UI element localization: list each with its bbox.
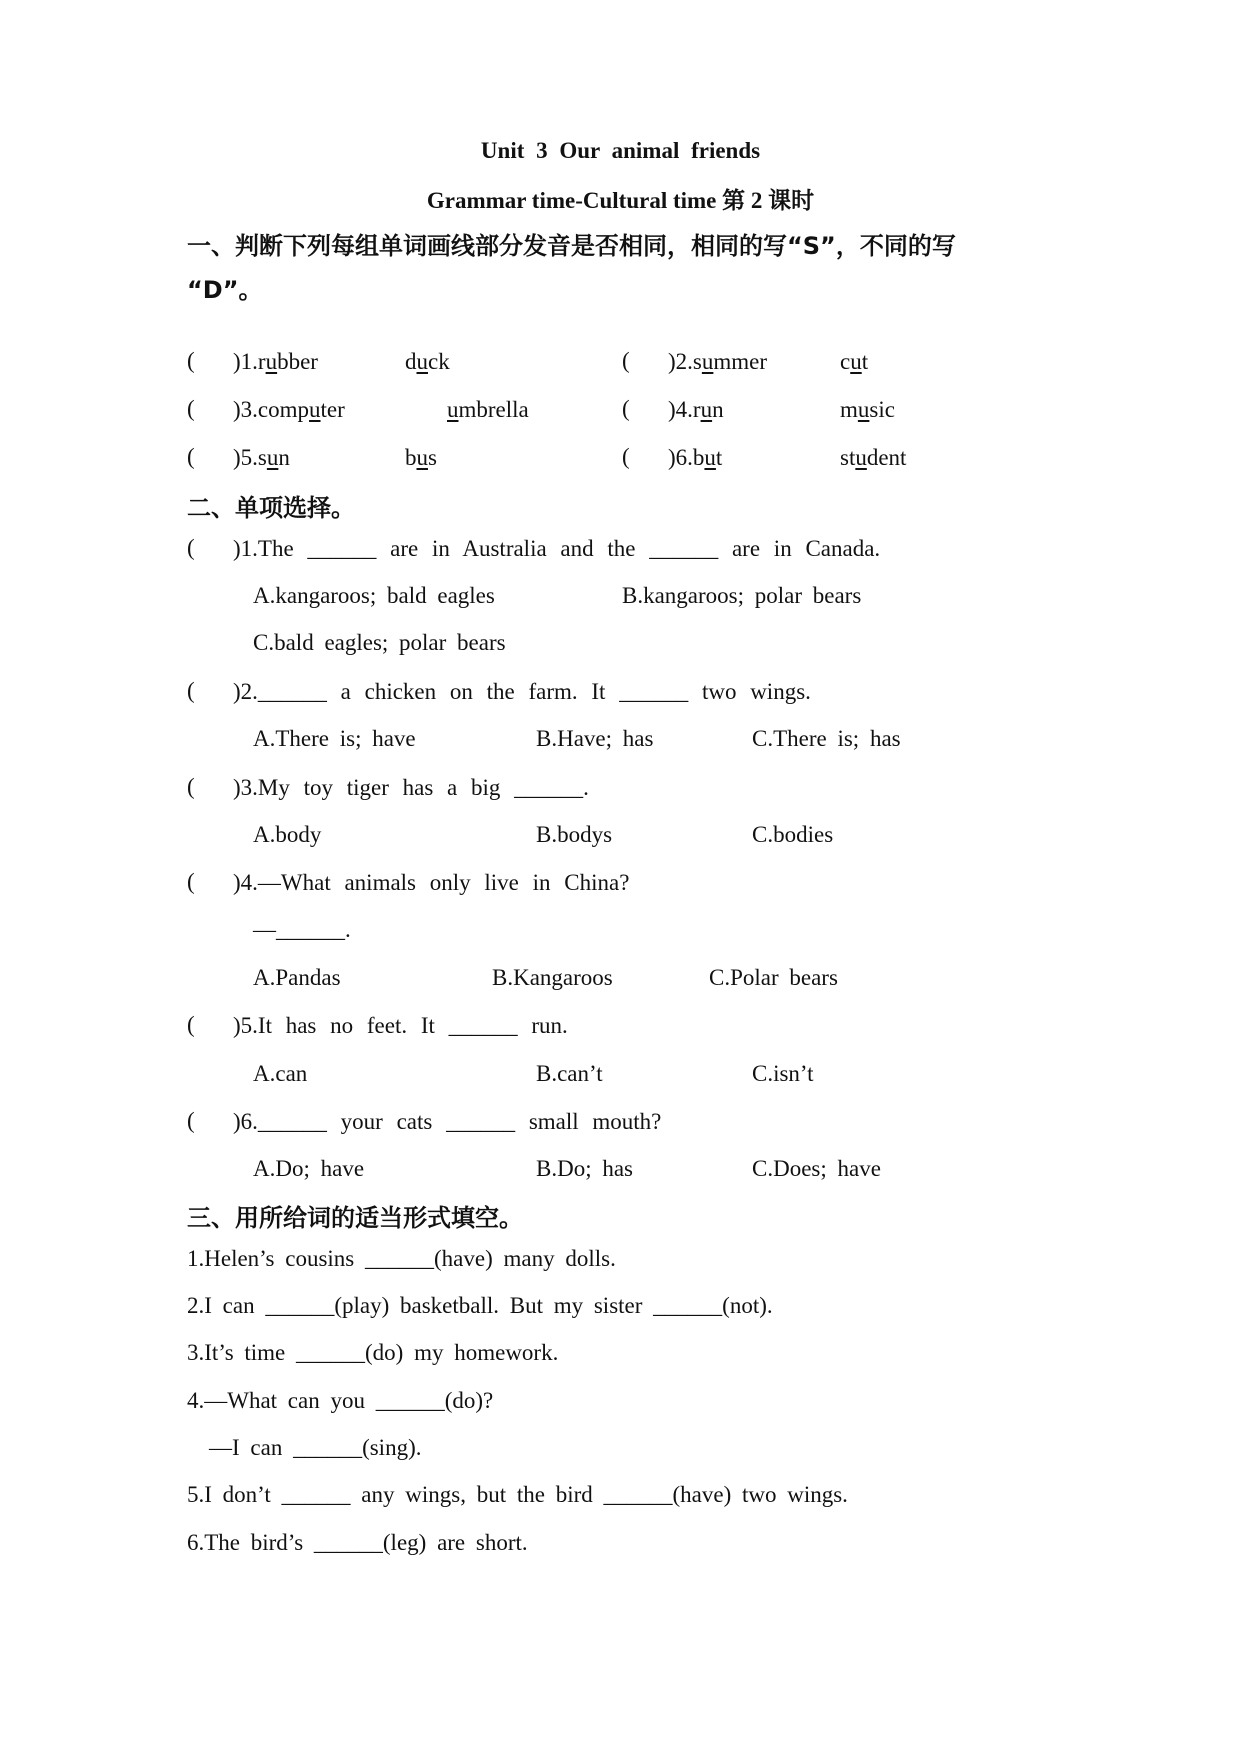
s2-q2-option-c: C.There is; has [752, 726, 901, 751]
s2-q3-option-b: B.bodys [536, 822, 613, 847]
section1-heading-cont: “D”。 [187, 276, 263, 304]
section2-heading: 二、单项选择。 [187, 494, 355, 522]
s1-item-2: )2.summer [668, 349, 768, 374]
s2-q2-option-a: A.There is; have [253, 726, 416, 751]
s2-q1-option-c: C.bald eagles; polar bears [253, 630, 506, 655]
answer-paren: ( [187, 869, 195, 894]
answer-paren: ( [187, 1108, 195, 1133]
s2-q5-stem: )5.It has no feet. It ______ run. [233, 1013, 568, 1038]
s2-q2-option-b: B.Have; has [536, 726, 654, 751]
s1-item-3: )3.computer [233, 397, 345, 422]
s1-item-5-word2: bus [405, 445, 437, 470]
section3-heading: 三、用所给词的适当形式填空。 [187, 1204, 523, 1232]
answer-paren: ( [622, 396, 630, 421]
s3-line-5: 5.I don’t ______ any wings, but the bird ______(have) two wings. [187, 1482, 848, 1507]
s2-q1-stem: )1.The ______ are in Australia and the ______ are in Canada. [233, 536, 881, 561]
s3-line-3: 3.It’s time ______(do) my homework. [187, 1340, 559, 1365]
s2-q4-answer-line: —______. [253, 917, 351, 942]
answer-paren: ( [187, 535, 195, 560]
answer-paren: ( [622, 348, 630, 373]
s3-line-4-reply: —I can ______(sing). [209, 1435, 422, 1460]
s1-item-1: )1.rubber [233, 349, 318, 374]
s1-item-6-word2: student [840, 445, 907, 470]
s2-q6-stem: )6.______ your cats ______ small mouth? [233, 1109, 662, 1134]
s3-line-4: 4.—What can you ______(do)? [187, 1388, 494, 1413]
s2-q4-stem: )4.—What animals only live in China? [233, 870, 630, 895]
answer-paren: ( [622, 444, 630, 469]
s2-q5-option-a: A.can [253, 1061, 308, 1086]
s2-q2-stem: )2.______ a chicken on the farm. It ______ two wings. [233, 679, 811, 704]
answer-paren: ( [187, 444, 195, 469]
s1-item-3-word2: umbrella [447, 397, 529, 422]
answer-paren: ( [187, 396, 195, 421]
answer-paren: ( [187, 774, 195, 799]
s2-q5-option-c: C.isn’t [752, 1061, 814, 1086]
s2-q6-option-c: C.Does; have [752, 1156, 881, 1181]
s2-q3-option-a: A.body [253, 822, 322, 847]
s2-q5-option-b: B.can’t [536, 1061, 603, 1086]
s3-line-2: 2.I can ______(play) basketball. But my sister ______(not). [187, 1293, 773, 1318]
s1-item-5: )5.sun [233, 445, 290, 470]
answer-paren: ( [187, 678, 195, 703]
s2-q1-option-b: B.kangaroos; polar bears [622, 583, 862, 608]
section1-heading: 一、判断下列每组单词画线部分发音是否相同，相同的写“S”，不同的写 [187, 232, 956, 260]
s1-item-2-word2: cut [840, 349, 869, 374]
s2-q3-option-c: C.bodies [752, 822, 834, 847]
page-title: Unit 3 Our animal friends [480, 138, 761, 163]
s2-q3-stem: )3.My toy tiger has a big ______. [233, 775, 589, 800]
s2-q4-option-c: C.Polar bears [709, 965, 838, 990]
s2-q4-option-a: A.Pandas [253, 965, 341, 990]
answer-paren: ( [187, 1012, 195, 1037]
s1-item-4: )4.run [668, 397, 724, 422]
s3-line-1: 1.Helen’s cousins ______(have) many dolls. [187, 1246, 616, 1271]
s2-q1-option-a: A.kangaroos; bald eagles [253, 583, 495, 608]
s1-item-6: )6.but [668, 445, 723, 470]
s1-item-1-word2: duck [405, 349, 450, 374]
s2-q6-option-b: B.Do; has [536, 1156, 633, 1181]
s2-q6-option-a: A.Do; have [253, 1156, 365, 1181]
page-subtitle: Grammar time-Cultural time 第 2 课时 [426, 188, 815, 213]
s1-item-4-word2: music [840, 397, 895, 422]
s2-q4-option-b: B.Kangaroos [492, 965, 613, 990]
answer-paren: ( [187, 348, 195, 373]
s3-line-6: 6.The bird’s ______(leg) are short. [187, 1530, 528, 1555]
